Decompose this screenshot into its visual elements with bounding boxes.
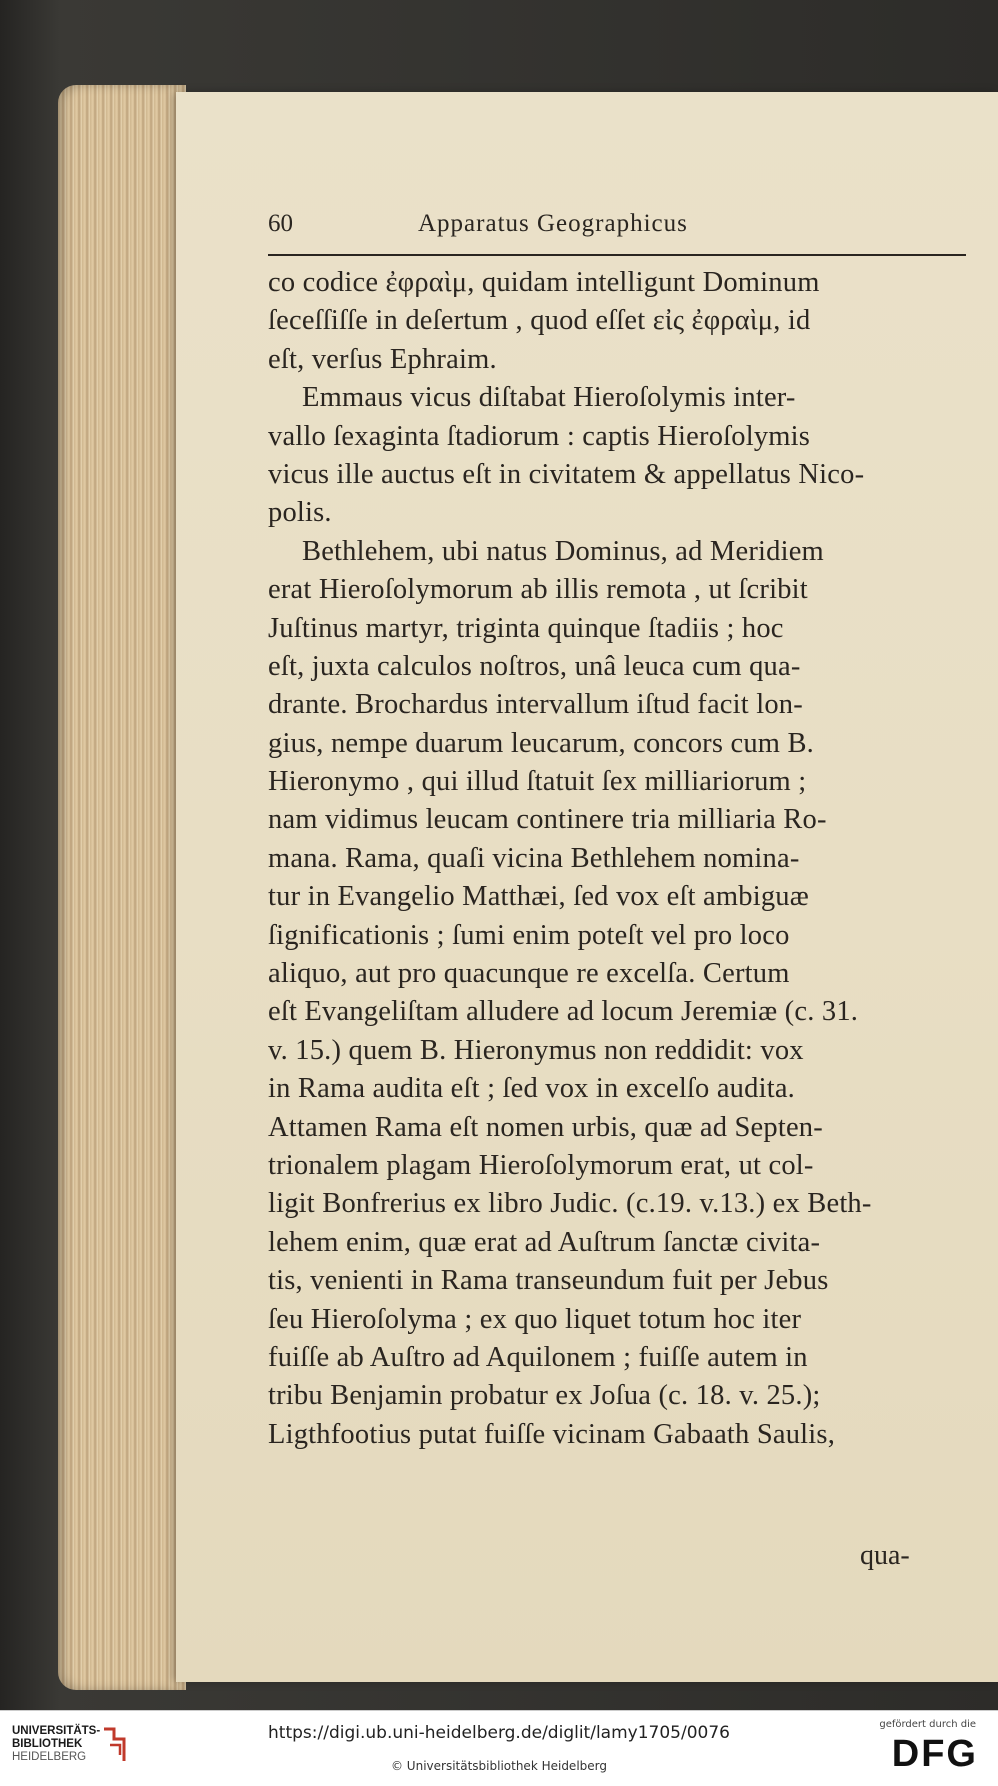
permalink-url[interactable]: https://digi.ub.uni-heidelberg.de/diglit/lamy1705/0076 [268,1723,730,1743]
text-line: gius, nempe duarum leucarum, concors cum B. [268,727,814,759]
text-line: polis. [268,497,332,529]
text-line: lehem enim, quæ erat ad Auſtrum ſanctæ civita- [268,1226,821,1258]
book-page-edges [58,85,186,1690]
text-line: ligit Bonfrerius ex libro Judic. (c.19. v.13.) ex Beth- [268,1188,872,1220]
page-text-block [268,210,966,1454]
text-line: drante. Brochardus intervallum iſtud facit lon- [268,689,803,721]
text-line: erat Hieroſolymorum ab illis remota , ut ſcribit [268,574,808,606]
text-line: vallo ſexaginta ſtadiorum : captis Hieroſolymis [268,420,811,452]
text-line: eſt, juxta calculos noſtros, unâ leuca cum qua- [268,650,801,682]
funding-label: gefördert durch die [879,1719,976,1730]
text-line: Bethlehem, ubi natus Dominus, ad Meridiem [302,535,824,567]
viewer-footer [0,1710,998,1786]
text-line: ſignificationis ; ſumi enim poteſt vel pro loco [268,919,790,951]
text-line: Emmaus vicus diſtabat Hieroſolymis inter- [302,382,796,414]
catchword: qua- [860,1540,910,1571]
text-line: Ligthfootius putat fuiſſe vicinam Gabaath Saulis, [268,1418,836,1450]
text-line: co codice ἐφραὶμ, quidam intelligunt Dominum [268,267,820,298]
text-line: eſt Evangeliſtam alludere ad locum Jeremiæ (c. 31. [268,996,859,1028]
text-line: in Rama audita eſt ; ſed vox in excelſo audita. [268,1073,795,1105]
text-line: fuiſſe ab Auſtro ad Aquilonem ; fuiſſe autem in [268,1341,808,1373]
text-line: Juſtinus martyr, triginta quinque ſtadiis ; hoc [268,612,784,644]
text-line: tribu Benjamin probatur ex Joſua (c. 18. v. 25.); [268,1380,821,1412]
text-line: nam vidimus leucam continere tria milliaria Ro- [268,804,827,836]
text-line: ſeu Hieroſolyma ; ex quo liquet totum hoc iter [268,1303,802,1335]
library-name-line2: BIBLIOTHEK [12,1738,83,1750]
text-line: tis, venienti in Rama transeundum fuit per Jebus [268,1265,829,1297]
text-line: trionalem plagam Hieroſolymorum erat, ut col- [268,1149,814,1181]
text-line: aliquo, aut pro quacunque re excelſa. Certum [268,958,790,990]
text-line: ſeceſſiſſe in deſertum , quod eſſet εἰς ἐφραὶμ, id [268,305,811,337]
text-line: vicus ille auctus eſt in civitatem & appellatus Nico- [268,458,865,490]
text-line: eſt, verſus Ephraim. [268,343,497,375]
text-line: tur in Evangelio Matthæi, ſed vox eſt ambiguæ [268,881,809,913]
copyright-notice: © Universitätsbibliothek Heidelberg [390,1759,607,1773]
dfg-logo: DFG [891,1733,978,1775]
page-number: 60 [268,210,293,237]
library-name-line1: UNIVERSITÄTS- [12,1725,101,1737]
text-line: mana. Rama, quaſi vicina Bethlehem nomina- [268,842,800,874]
library-name-line3: HEIDELBERG [12,1751,87,1763]
text-line: Attamen Rama eſt nomen urbis, quæ ad Septen- [268,1111,823,1143]
page-header [268,210,966,256]
running-head: Apparatus Geographicus [418,210,688,237]
body-text [268,264,966,1454]
text-line: v. 15.) quem B. Hieronymus non reddidit: vox [268,1034,804,1066]
text-line: Hieronymo , qui illud ſtatuit ſex milliariorum ; [268,766,807,798]
